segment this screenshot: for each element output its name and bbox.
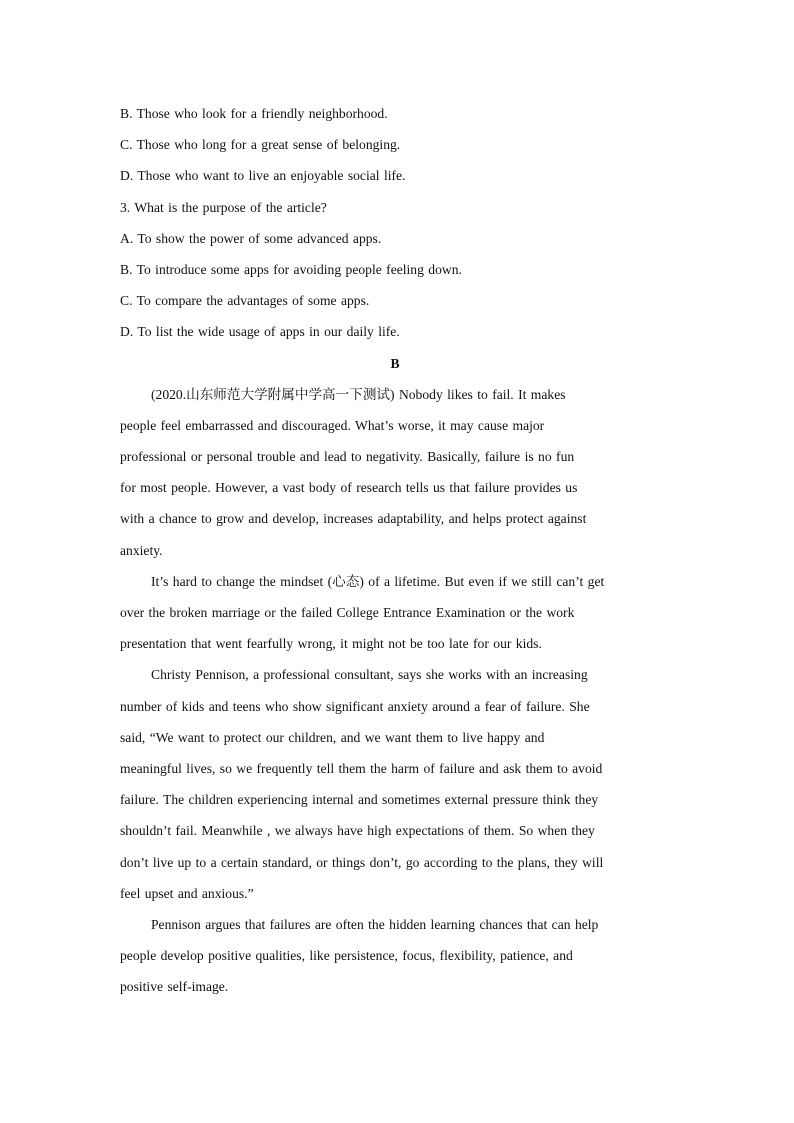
paragraph-line: positive self-image.: [120, 979, 229, 995]
question-3-stem: 3. What is the purpose of the article?: [120, 199, 327, 215]
option-2c: C. Those who long for a great sense of belonging.: [120, 137, 401, 153]
paragraph-line: people feel embarrassed and discouraged. What’s worse, it may cause major: [120, 417, 545, 433]
option-3d: D. To list the wide usage of apps in our daily life.: [120, 324, 400, 340]
paragraph-line: professional or personal trouble and lead to negativity. Basically, failure is no fun: [120, 449, 575, 465]
paragraph-3: [120, 659, 670, 909]
paragraph-4: [120, 909, 670, 1003]
paragraph-line: (2020.山东师范大学附属中学高一下测试) Nobody likes to fail. It makes: [151, 386, 566, 402]
paragraph-line: shouldn’t fail. Meanwhile , we always have high expectations of them. So when they: [120, 823, 595, 839]
option-2b: B. Those who look for a friendly neighborhood.: [120, 106, 388, 121]
paragraph-line: with a chance to grow and develop, increases adaptability, and helps protect against: [120, 511, 587, 527]
paragraph-line: don’t live up to a certain standard, or things don’t, go according to the plans, they will: [120, 854, 604, 870]
paragraph-line: meaningful lives, so we frequently tell them the harm of failure and ask them to avoid: [120, 760, 603, 776]
paragraph-line: Pennison argues that failures are often the hidden learning chances that can help: [151, 916, 599, 932]
option-3c: C. To compare the advantages of some apps.: [120, 293, 370, 309]
paragraph-line: people develop positive qualities, like persistence, focus, flexibility, patience, and: [120, 948, 573, 964]
option-3b: B. To introduce some apps for avoiding people feeling down.: [120, 261, 462, 277]
paragraph-line: feel upset and anxious.”: [120, 885, 254, 901]
paragraph-line: said, “We want to protect our children, and we want them to live happy and: [120, 729, 545, 745]
document-page: [120, 98, 670, 1002]
section-b-heading: B: [390, 355, 400, 371]
paragraph-line: over the broken marriage or the failed College Entrance Examination or the work: [120, 605, 575, 620]
option-3a: A. To show the power of some advanced apps.: [120, 230, 382, 246]
paragraph-line: number of kids and teens who show significant anxiety around a fear of failure. She: [120, 698, 590, 714]
paragraph-line: It’s hard to change the mindset (心态) of a lifetime. But even if we still can’t get: [151, 573, 605, 589]
paragraph-line: anxiety.: [120, 542, 163, 558]
paragraph-1: [120, 379, 670, 566]
paragraph-line: presentation that went fearfully wrong, it might not be too late for our kids.: [120, 636, 542, 652]
option-2d: D. Those who want to live an enjoyable social life.: [120, 168, 406, 184]
paragraph-line: Christy Pennison, a professional consultant, says she works with an increasing: [151, 667, 588, 683]
paragraph-line: failure. The children experiencing internal and sometimes external pressure think they: [120, 792, 599, 808]
paragraph-2: [120, 566, 670, 660]
paragraph-line: for most people. However, a vast body of research tells us that failure provides us: [120, 480, 578, 496]
